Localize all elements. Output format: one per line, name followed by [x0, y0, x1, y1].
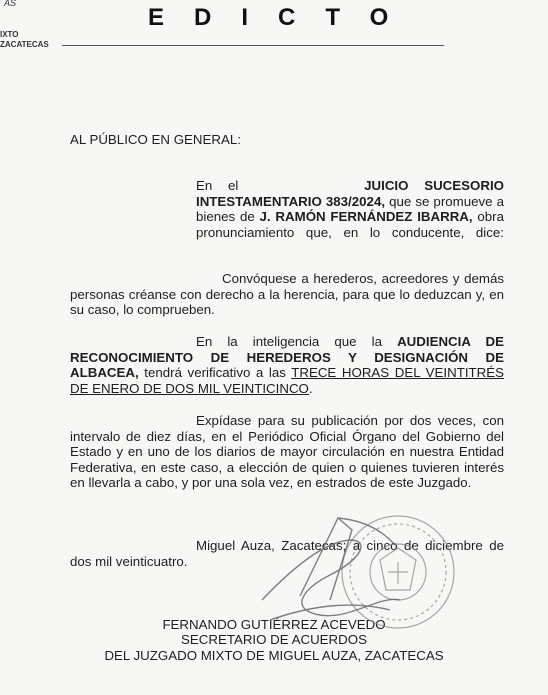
paragraph-hearing-text [70, 334, 504, 396]
paragraph-publication [70, 413, 504, 491]
paragraph-juicio [70, 178, 504, 240]
handwritten-signature [262, 518, 400, 620]
deceased-name: J. RAMÓN FERNÁNDEZ IBARRA, [259, 209, 473, 224]
paragraph-place-date [70, 538, 504, 569]
document-title: EDICTO [148, 4, 419, 31]
case-title: JUICIO SUCESORIO INTESTAMENTARIO 383/2024, [196, 178, 504, 209]
paragraph-place-date-text: Miguel Auza, Zacatecas; a cinco de diciembre de dos mil veinticuatro. [70, 538, 504, 569]
paragraph-juicio-text1: que se promueve a bienes de [196, 193, 504, 224]
hearing-date: TRECE HORAS DEL VEINTITRÉS DE ENERO DE DOS MIL VEINTICINCO [70, 365, 504, 396]
header-court-line2: ZACATECAS [0, 40, 49, 49]
paragraph-convocation-text: Convóquese a herederos, acreedores y demás personas créanse con derecho a la herencia, para que lo deduzcan y, en su caso, lo comprueben. [70, 271, 504, 317]
header-court-line1: IXTO [0, 30, 19, 39]
hearing-name: AUDIENCIA DE RECONOCIMIENTO DE HEREDEROS Y DESIGNACIÓN DE ALBACEA, [70, 334, 505, 380]
paragraph-hearing-text2: tendrá verificativo a las [138, 365, 292, 380]
court-seal-stamp [342, 516, 454, 628]
paragraph-juicio-firstline [70, 178, 504, 240]
paragraph-juicio-lead: En el [196, 178, 239, 193]
paragraph-convocation [70, 271, 504, 318]
header-divider [62, 45, 444, 46]
header-corner-fragment: AS [4, 0, 17, 8]
signer-position: SECRETARIO DE ACUERDOS [181, 632, 367, 647]
salutation: AL PÚBLICO EN GENERAL: [70, 132, 241, 147]
paragraph-publication-text: Expídase para su publicación por dos veces, con intervalo de diez días, en el Periódico Oficial Órgano del Gobierno del Estado y en uno de los diarios de mayor circulación en nuestra Entidad Federativa, en este caso, a elección de quien o quienes tuvieren interés en llevarla a cabo, y por una sola vez, en estrados de este Juzgado. [70, 413, 504, 490]
paragraph-hearing [70, 334, 504, 396]
paragraph-hearing-lead: En la inteligencia que la [196, 334, 398, 349]
signer-court: DEL JUZGADO MIXTO DE MIGUEL AUZA, ZACATECAS [104, 648, 444, 663]
signer-name: FERNANDO GUTIÉRREZ ACEVEDO [162, 617, 386, 632]
paragraph-juicio-text2: obra pronunciamiento que, en lo conducente, dice: [196, 209, 505, 240]
paragraph-hearing-end: . [308, 380, 313, 396]
